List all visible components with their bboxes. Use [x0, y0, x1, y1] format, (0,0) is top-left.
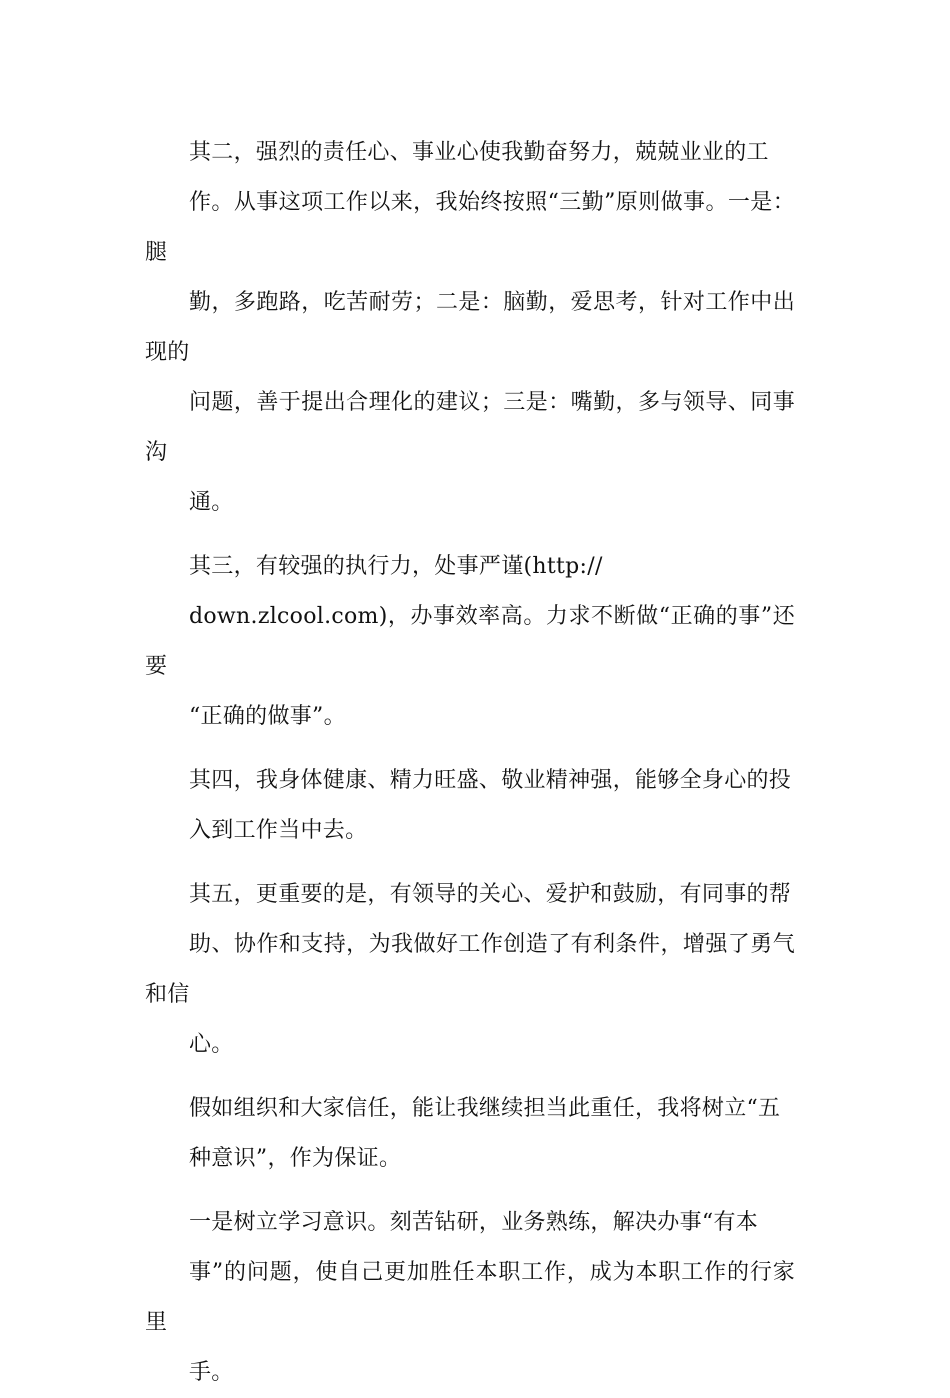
paragraph-learning — [145, 1198, 795, 1398]
paragraph-line: 事”的问题，使自己更加胜任本职工作，成为本职工作的行家里 — [145, 1260, 795, 1335]
paragraph-line: 问题，善于提出合理化的建议；三是：嘴勤，多与领导、同事沟 — [145, 390, 795, 465]
paragraph-line: 心。 — [189, 1032, 234, 1057]
paragraph-trust — [145, 1084, 795, 1184]
paragraph-line: down.zlcool.com)，办事效率高。力求不断做“正确的事”还要 — [145, 604, 795, 679]
paragraph-line: 一是树立学习意识。刻苦钻研，业务熟练，解决办事“有本 — [189, 1210, 759, 1235]
paragraph-line: “正确的做事”。 — [189, 704, 346, 729]
paragraph-line: 其三，有较强的执行力，处事严谨(http:// — [189, 554, 603, 579]
paragraph-line: 假如组织和大家信任，能让我继续担当此重任，我将树立“五 — [189, 1096, 781, 1121]
paragraph-line: 勤，多跑路，吃苦耐劳；二是：脑勤，爱思考，针对工作中出现的 — [145, 290, 795, 365]
paragraph-line: 其二，强烈的责任心、事业心使我勤奋努力，兢兢业业的工 — [189, 140, 769, 165]
document-page — [145, 128, 795, 1398]
paragraph-line: 种意识”，作为保证。 — [189, 1146, 402, 1171]
paragraph-line: 手。 — [189, 1360, 234, 1385]
paragraph-line: 通。 — [189, 490, 234, 515]
paragraph-line: 入到工作当中去。 — [189, 818, 368, 843]
paragraph-line: 其四，我身体健康、精力旺盛、敬业精神强，能够全身心的投 — [189, 768, 792, 793]
paragraph-line: 作。从事这项工作以来，我始终按照“三勤”原则做事。一是：腿 — [145, 190, 795, 265]
paragraph-4 — [145, 756, 795, 856]
paragraph-5 — [145, 870, 795, 1070]
paragraph-3 — [145, 542, 795, 742]
paragraph-line: 助、协作和支持，为我做好工作创造了有利条件，增强了勇气和信 — [145, 932, 795, 1007]
paragraph-line: 其五，更重要的是，有领导的关心、爱护和鼓励，有同事的帮 — [189, 882, 792, 907]
paragraph-2 — [145, 128, 795, 528]
